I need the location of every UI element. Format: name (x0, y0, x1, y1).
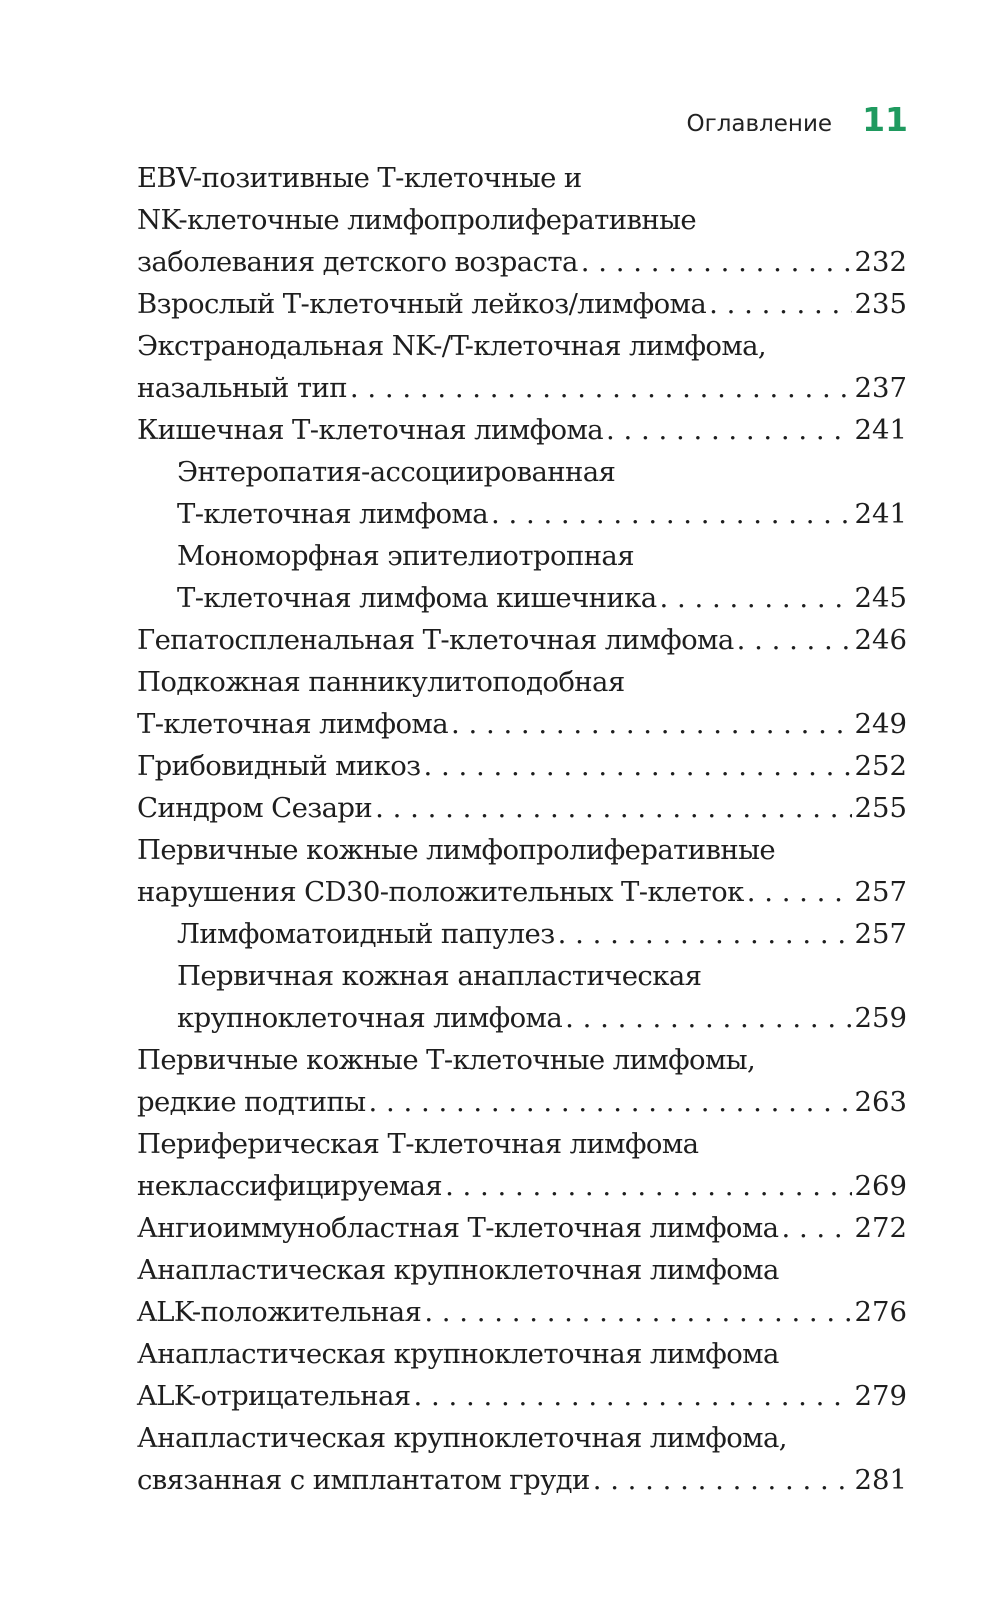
toc-entry[interactable] (137, 157, 907, 283)
toc-entry[interactable] (137, 913, 907, 955)
dot-leader (565, 997, 851, 1039)
toc-entry-line (137, 325, 907, 367)
toc-entry-title: EBV-позитивные Т-клеточные и (137, 162, 582, 194)
toc-entry[interactable] (137, 1249, 907, 1333)
dot-leader (581, 241, 852, 283)
toc-entry-line (137, 409, 907, 451)
toc-entry-line (137, 157, 907, 199)
toc-entry[interactable] (137, 619, 907, 661)
toc-entry-title: Грибовидный микоз (137, 750, 421, 782)
toc-entry-line (137, 871, 907, 913)
toc-entry-title: неклассифицируемая (137, 1170, 443, 1202)
toc-page-number: 252 (854, 750, 907, 782)
dot-leader (593, 1459, 852, 1501)
toc-entry-line (137, 199, 907, 241)
toc-entry-title: заболевания детского возраста (137, 246, 578, 278)
dot-leader (606, 409, 851, 451)
toc-entry[interactable] (137, 325, 907, 409)
toc-entry-line (137, 955, 907, 997)
page-header (687, 100, 908, 139)
dot-leader (747, 871, 852, 913)
toc-entry-line (137, 703, 907, 745)
toc-entry-line (137, 283, 907, 325)
toc-entry-title: Синдром Сезари (137, 792, 373, 824)
toc-page-number: 241 (854, 414, 907, 446)
dot-leader (375, 787, 851, 829)
toc-entry-title: Периферическая Т-клеточная лимфома (137, 1128, 699, 1160)
dot-leader (445, 1165, 851, 1207)
toc-entry-line (137, 619, 907, 661)
toc-entry-title: Лимфоматоидный папулез (177, 918, 555, 950)
page-number: 11 (862, 100, 908, 139)
dot-leader (424, 1291, 851, 1333)
toc-entry-line (137, 1249, 907, 1291)
dot-leader (660, 577, 852, 619)
toc-entry-title: Анапластическая крупноклеточная лимфома, (137, 1422, 787, 1454)
toc-entry-title: Первичная кожная анапластическая (177, 960, 702, 992)
dot-leader (709, 283, 851, 325)
toc-entry-title: Т-клеточная лимфома (137, 708, 448, 740)
dot-leader (781, 1207, 851, 1249)
toc-entry[interactable] (137, 1417, 907, 1501)
toc-entry-line (137, 1291, 907, 1333)
toc-page-number: 259 (854, 1002, 907, 1034)
dot-leader (414, 1375, 852, 1417)
toc-page-number: 281 (854, 1464, 907, 1496)
toc-entry[interactable] (137, 1039, 907, 1123)
dot-leader (491, 493, 852, 535)
toc-entry-title: Первичные кожные лимфопролиферативные (137, 834, 776, 866)
toc-entry-line (137, 451, 907, 493)
toc-entry-title: назальный тип (137, 372, 347, 404)
toc-entry-line (137, 1333, 907, 1375)
toc-entry-line (137, 1123, 907, 1165)
toc-entry[interactable] (137, 1123, 907, 1207)
toc-entry-line (137, 1207, 907, 1249)
toc-entry-line (137, 1165, 907, 1207)
toc-entry-title: Энтеропатия-ассоциированная (177, 456, 616, 488)
toc-entry-line (137, 241, 907, 283)
toc-page-number: 276 (854, 1296, 907, 1328)
toc-entry-title: Т-клеточная лимфома кишечника (177, 582, 657, 614)
toc-page-number: 246 (854, 624, 907, 656)
dot-leader (737, 619, 852, 661)
toc-entry-line (137, 535, 907, 577)
toc-entry-title: Анапластическая крупноклеточная лимфома (137, 1338, 779, 1370)
toc-entry[interactable] (137, 787, 907, 829)
toc-page-number: 249 (854, 708, 907, 740)
toc-entry[interactable] (137, 661, 907, 745)
toc-entry-title: связанная с имплантатом груди (137, 1464, 590, 1496)
toc-entry-line (137, 1039, 907, 1081)
toc-entry-title: Первичные кожные Т-клеточные лимфомы, (137, 1044, 756, 1076)
toc-entry[interactable] (137, 1207, 907, 1249)
toc-entry[interactable] (137, 1333, 907, 1417)
toc-entry-line (137, 787, 907, 829)
dot-leader (369, 1081, 852, 1123)
toc-entry-line (137, 1417, 907, 1459)
toc-entry-line (137, 1375, 907, 1417)
toc-entry-title: Гепатоспленальная Т-клеточная лимфома (137, 624, 734, 656)
toc-entry[interactable] (137, 283, 907, 325)
toc-entry[interactable] (137, 955, 907, 1039)
toc-page-number: 232 (854, 246, 907, 278)
toc-entry-line (137, 661, 907, 703)
toc-entry-line (137, 1459, 907, 1501)
toc-page-number: 257 (854, 876, 907, 908)
toc-page-number: 255 (854, 792, 907, 824)
toc-page-number: 257 (854, 918, 907, 950)
toc-entry[interactable] (137, 409, 907, 451)
toc-entry[interactable] (137, 829, 907, 913)
running-title: Оглавление (686, 111, 833, 137)
toc-entry[interactable] (137, 535, 907, 619)
toc-entry-line (137, 745, 907, 787)
table-of-contents (137, 157, 907, 1501)
toc-entry[interactable] (137, 745, 907, 787)
toc-entry-title: Экстранодальная NK-/T-клеточная лимфома, (137, 330, 767, 362)
toc-page-number: 245 (854, 582, 907, 614)
toc-entry-line (137, 367, 907, 409)
toc-entry-title: нарушения CD30-положительных Т-клеток (137, 876, 744, 908)
dot-leader (451, 703, 852, 745)
toc-entry[interactable] (137, 451, 907, 535)
toc-entry-title: Ангиоиммунобластная Т-клеточная лимфома (137, 1212, 779, 1244)
toc-entry-title: ALK-положительная (137, 1296, 422, 1328)
toc-entry-line (137, 1081, 907, 1123)
toc-page-number: 279 (854, 1380, 907, 1412)
toc-entry-title: Т-клеточная лимфома (177, 498, 488, 530)
toc-entry-line (137, 577, 907, 619)
dot-leader (424, 745, 852, 787)
toc-page-number: 272 (854, 1212, 907, 1244)
toc-page-number: 235 (854, 288, 907, 320)
toc-entry-title: крупноклеточная лимфома (177, 1002, 563, 1034)
toc-page-number: 263 (854, 1086, 907, 1118)
toc-entry-title: Взрослый Т-клеточный лейкоз/лимфома (137, 288, 707, 320)
toc-entry-title: NK-клеточные лимфопролиферативные (137, 204, 697, 236)
toc-entry-title: редкие подтипы (137, 1086, 366, 1118)
toc-page-number: 269 (854, 1170, 907, 1202)
dot-leader (558, 913, 852, 955)
toc-entry-line (137, 997, 907, 1039)
toc-entry-title: Мономорфная эпителиотропная (177, 540, 634, 572)
toc-entry-line (137, 829, 907, 871)
toc-entry-line (137, 913, 907, 955)
toc-page-number: 241 (854, 498, 907, 530)
toc-entry-title: Подкожная панникулитоподобная (137, 666, 625, 698)
dot-leader (350, 367, 852, 409)
toc-entry-line (137, 493, 907, 535)
toc-entry-title: Кишечная Т-клеточная лимфома (137, 414, 604, 446)
toc-entry-title: Анапластическая крупноклеточная лимфома (137, 1254, 779, 1286)
toc-entry-title: ALK-отрицательная (137, 1380, 411, 1412)
toc-page-number: 237 (854, 372, 907, 404)
